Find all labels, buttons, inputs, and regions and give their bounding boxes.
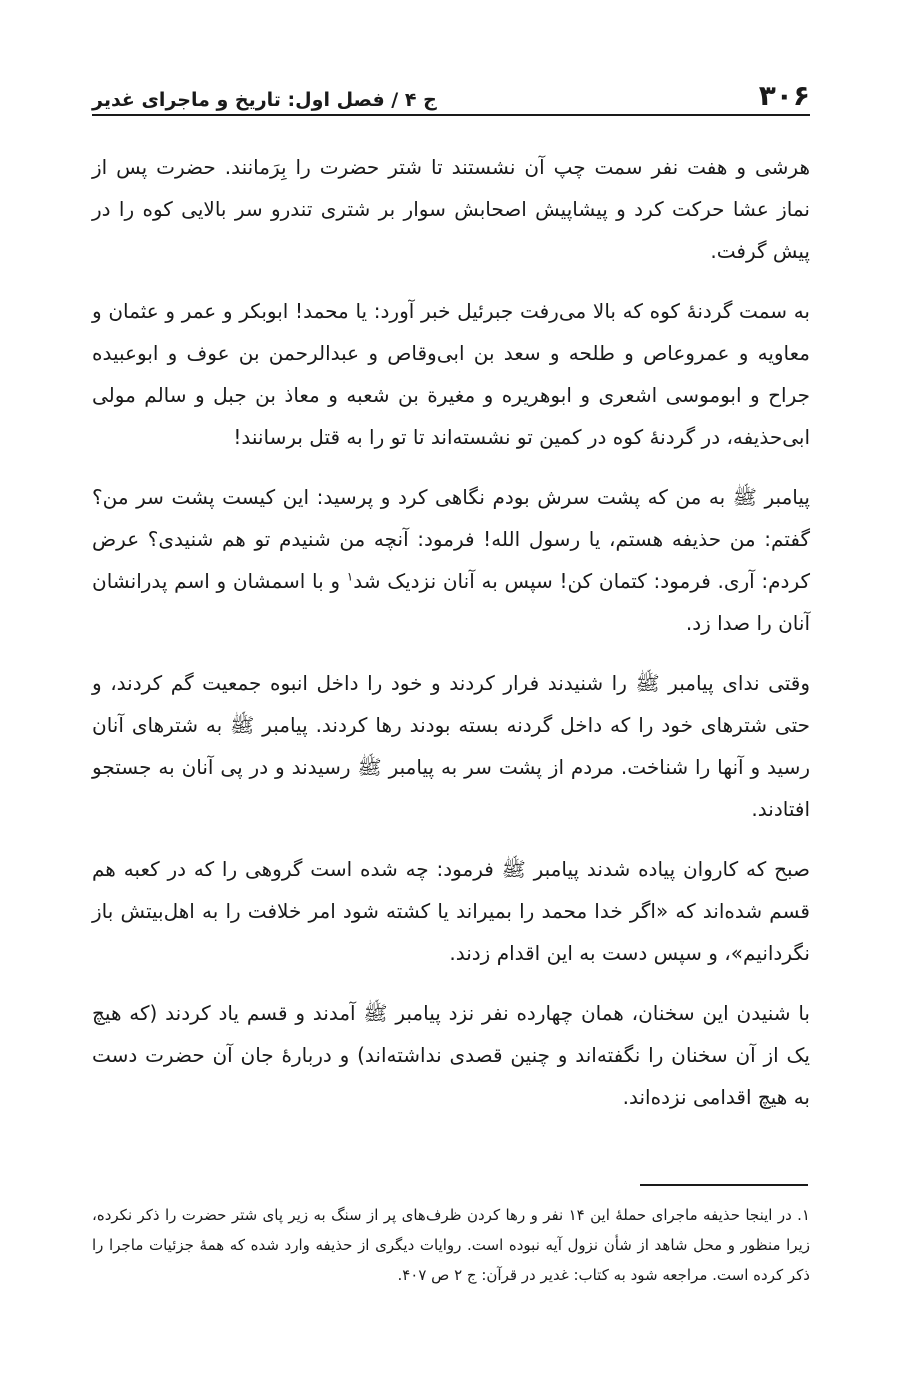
paragraph-4: وقتی ندای پیامبر ﷺ را شنیدند فرار کردند و خود را داخل انبوه جمعیت گم کردند، و حتی شترهای خود را که داخل گردنه بسته بودند رها کردند. پیامبر ﷺ به شترهای آنان رسید و آنها را شناخت. مردم از پشت سر به پیامبر ﷺ رسیدند و در پی آنان به جستجو افتادند. (92, 671, 810, 821)
page-number: ۳۰۶ (758, 79, 810, 112)
page-header (92, 60, 810, 116)
body-text (92, 146, 810, 1118)
paragraph-3-lead: پیامبر ﷺ به من که پشت سرش بودم نگاهی کرد و پرسید: این کیست پشت سر من؟ گفتم: من حذیفه هستم، یا رسول الله! فرمود: آنچه من شنیدم تو هم شنیدی؟ عرض کردم: آری. فرمود: کتمان کن! سپس به آنان نزدیک شد (92, 485, 811, 593)
paragraph-1: هرشی و هفت نفر سمت چپ آن نشستند تا شتر حضرت را بِرَمانند. حضرت پس از نماز عشا حرکت کرد و پیشاپیش اصحابش سوار بر شتری تندرو سر بالایی کوه را در پیش گرفت. (92, 155, 810, 263)
paragraph-6: با شنیدن این سخنان، همان چهارده نفر نزد پیامبر ﷺ آمدند و قسم یاد کردند (که هیچ یک از آن سخنان را نگفته‌اند و چنین قصدی نداشته‌اند) و دربارهٔ جان آن حضرت دست به هیچ اقدامی نزده‌اند. (92, 1001, 810, 1109)
footnote: ۱. در اینجا حذیفه ماجرای حملهٔ این ۱۴ نفر و رها کردن ظرف‌های پر از سنگ به زیر پای شتر حضرت را ذکر نکرده، زیرا منظور و محل شاهد از شأن نزول آیه نبوده است. روایات دیگری از حذیفه وارد شده که همهٔ جزئیات ماجرا را ذکر کرده است. مراجعه شود به کتاب: غدیر در قرآن: ج ۲ ص ۴۰۷. (92, 1206, 810, 1284)
paragraph-5: صبح که کاروان پیاده شدند پیامبر ﷺ فرمود: چه شده است گروهی را که در کعبه هم قسم شده‌اند که «اگر خدا محمد را بمیراند یا کشته شود امر خلافت را به اهل‌بیتش باز نگردانیم»، و سپس دست به این اقدام زدند. (92, 857, 810, 965)
paragraph-3-tail: و با اسمشان و اسم پدرانشان آنان را صدا زد. (92, 569, 810, 635)
page (92, 60, 810, 1136)
footnote-marker[interactable]: ۱ (346, 569, 354, 584)
footnote-divider (640, 1184, 808, 1186)
paragraph-3 (92, 476, 810, 644)
paragraph-2: به سمت گردنهٔ کوه که بالا می‌رفت جبرئیل خبر آورد: یا محمد! ابوبکر و عمر و عثمان و معاویه و عمروعاص و طلحه و سعد بن ابی‌وقاص و عبدالرحمن بن عوف و ابوعبیده جراح و ابوموسی اشعری و ابوهریره و مغیرة بن شعبه و معاذ بن جبل و سالم مولی ابی‌حذیفه، در گردنهٔ کوه در کمین تو نشسته‌اند تا تو را به قتل برسانند! (92, 299, 810, 449)
running-title: ج ۴ / فصل اول: تاریخ و ماجرای غدیر (92, 89, 437, 111)
